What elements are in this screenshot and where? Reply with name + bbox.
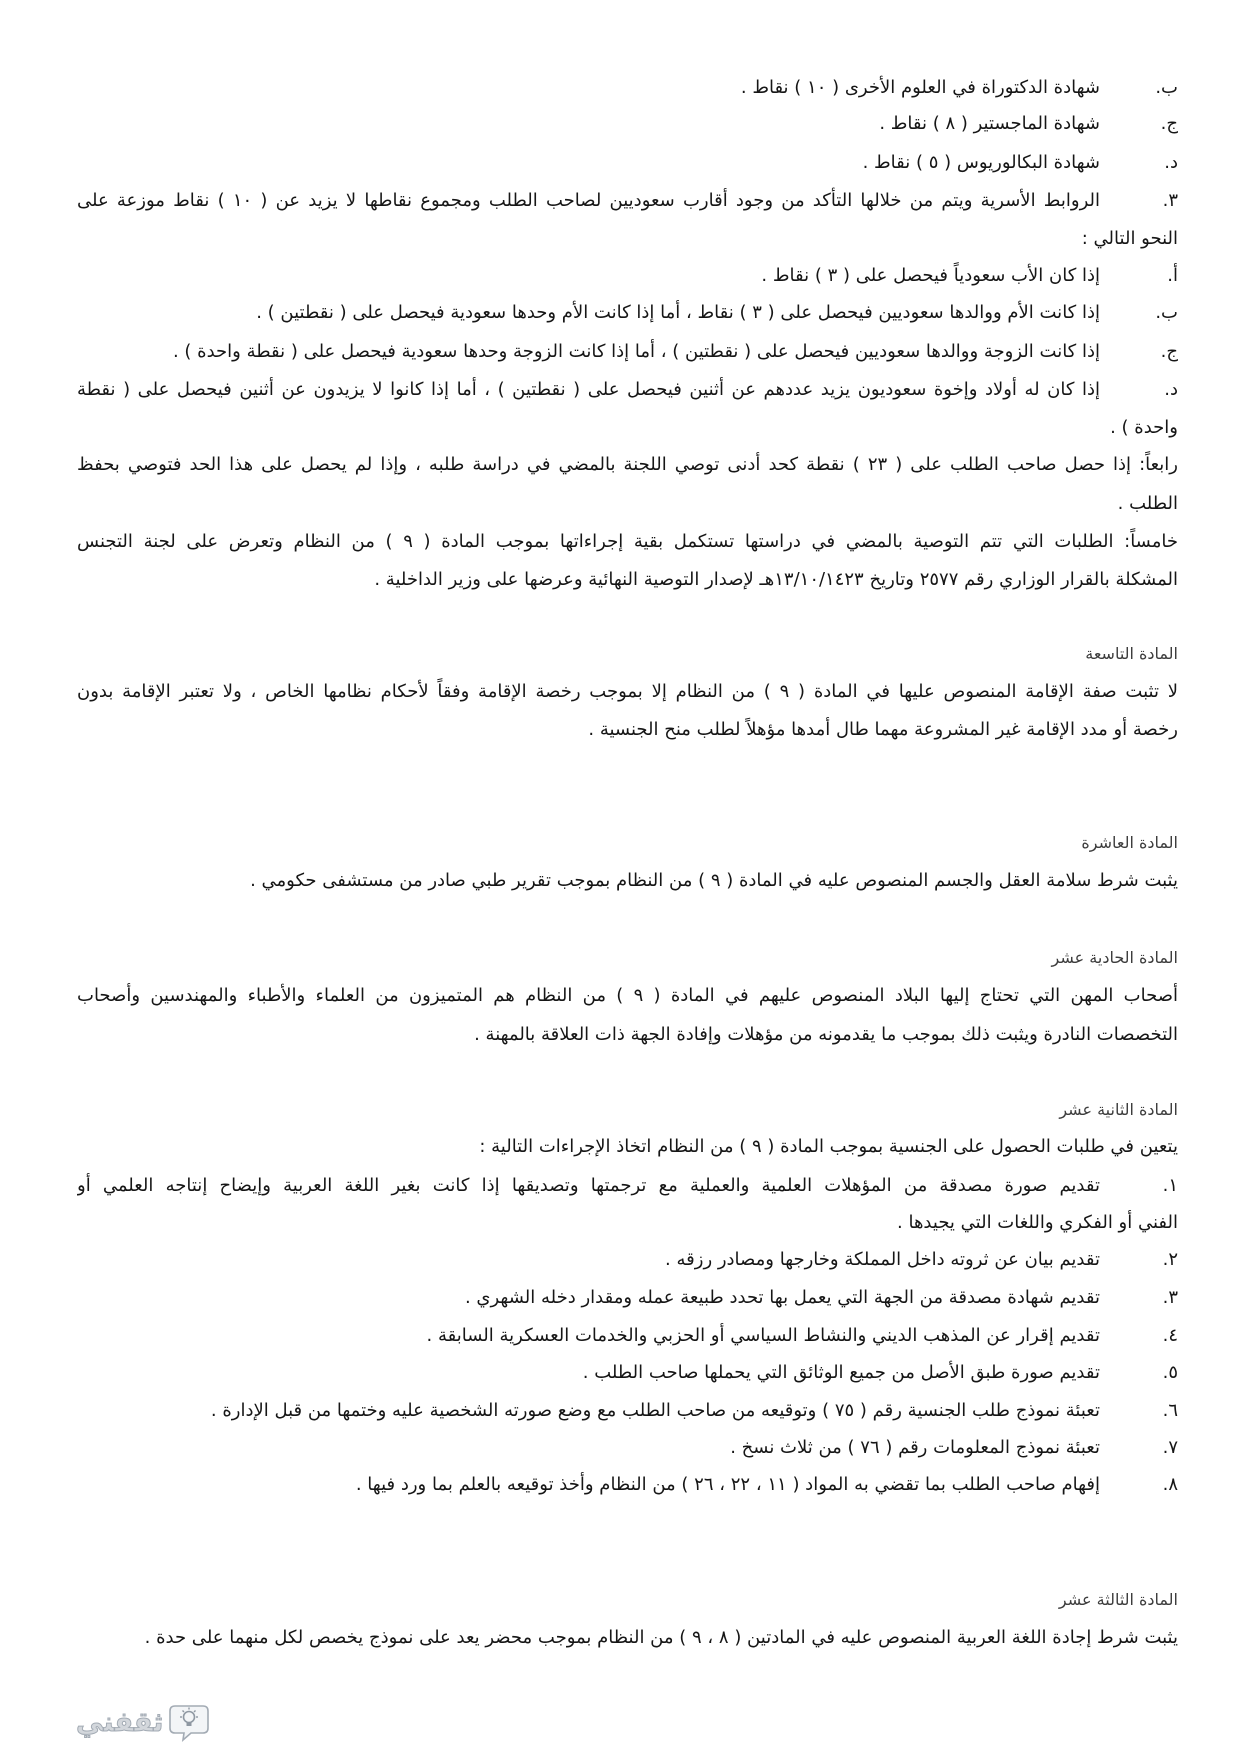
logo-text: ثقفني <box>76 1707 164 1738</box>
family-item-mother <box>77 294 1178 332</box>
paragraph-line: التخصصات النادرة ويثبت ذلك بموجب ما يقدمونه من مؤهلات وإفادة الجهة ذات العلاقة بالمهنة . <box>474 1024 1178 1045</box>
degree-item-masters <box>77 105 1178 143</box>
fifth-clause-continuation <box>77 561 1178 599</box>
lightbulb-icon <box>167 1702 211 1744</box>
procedure-item <box>77 1466 1178 1504</box>
article-heading-text: المادة الثانية عشر <box>1059 1100 1178 1119</box>
list-marker: ٦. <box>1162 1400 1178 1421</box>
list-marker: ٣. <box>1162 190 1178 211</box>
paragraph-line: واحدة ) . <box>1110 417 1178 438</box>
list-marker: ٤. <box>1162 1325 1178 1346</box>
fourth-clause <box>77 446 1178 484</box>
paragraph-line: رابعاً: إذا حصل صاحب الطلب على ( ٢٣ ) نقطة كحد أدنى توصي اللجنة بالمضي في دراسة طلبه ، وإذا لم يحصل على هذا الحد فتوصي بحفظ <box>77 454 1178 475</box>
list-item-text: إفهام صاحب الطلب بما تقضي به المواد ( ١١ ، ٢٢ ، ٢٦ ) من النظام وأخذ توقيعه بالعلم بما ورد فيها . <box>355 1474 1100 1495</box>
article-heading-text: المادة الحادية عشر <box>1051 948 1178 967</box>
procedure-item <box>77 1354 1178 1392</box>
fourth-clause-continuation <box>77 485 1178 523</box>
family-ties-continuation <box>77 220 1178 258</box>
list-marker: د. <box>1164 152 1178 173</box>
article-heading <box>77 1091 1178 1129</box>
article-heading <box>77 1581 1178 1619</box>
list-item-text: شهادة الدكتوراة في العلوم الأخرى ( ١٠ ) نقاط . <box>740 77 1100 98</box>
article-body-line <box>77 1128 1178 1166</box>
degree-item-doctorate <box>77 69 1178 107</box>
article-body-line <box>77 1016 1178 1054</box>
article-body-line <box>77 862 1178 900</box>
list-item-text: تقديم بيان عن ثروته داخل المملكة وخارجها ومصادر رزقه . <box>665 1249 1100 1270</box>
paragraph-line: النحو التالي : <box>1081 228 1178 249</box>
paragraph-line: يثبت شرط إجادة اللغة العربية المنصوص عليه في المادتين ( ٨ ، ٩ ) من النظام بموجب محضر يعد على نموذج يخصص لكل منهما على حدة . <box>144 1627 1178 1648</box>
list-item-text: تقديم شهادة مصدقة من الجهة التي يعمل بها تحدد طبيعة عمله ومقدار دخله الشهري . <box>464 1287 1100 1308</box>
list-item-text: تقديم إقرار عن المذهب الديني والنشاط السياسي أو الحزبي والخدمات العسكرية السابقة . <box>426 1325 1100 1346</box>
list-item-text: تعبئة نموذج المعلومات رقم ( ٧٦ ) من ثلاث نسخ . <box>730 1437 1100 1458</box>
list-item-text: إذا كانت الأم ووالدها سعوديين فيحصل على ( ٣ ) نقاط ، أما إذا كانت الأم وحدها سعودية فيحصل على ( نقطتين ) . <box>256 302 1100 323</box>
article-body-line <box>77 673 1178 711</box>
article-heading-text: المادة العاشرة <box>1081 833 1178 852</box>
paragraph-line: يتعين في طلبات الحصول على الجنسية بموجب المادة ( ٩ ) من النظام اتخاذ الإجراءات التالية : <box>479 1136 1178 1157</box>
list-marker: ج. <box>1160 341 1178 362</box>
paragraph-line: المشكلة بالقرار الوزاري رقم ٢٥٧٧ وتاريخ ١٣/١٠/١٤٢٣هـ لإصدار التوصية النهائية وعرضها على وزير الداخلية . <box>374 569 1178 590</box>
list-marker: ٧. <box>1162 1437 1178 1458</box>
family-ties-item <box>77 182 1178 220</box>
family-item-father <box>77 257 1178 295</box>
paragraph-line: الطلب . <box>1117 493 1178 514</box>
procedure-item <box>77 1279 1178 1317</box>
procedure-item-continuation <box>77 1204 1178 1242</box>
paragraph-line: يثبت شرط سلامة العقل والجسم المنصوص عليه في المادة ( ٩ ) من النظام بموجب تقرير طبي صادر من مستشفى حكومي . <box>250 870 1178 891</box>
article-heading <box>77 939 1178 977</box>
paragraph-line: رخصة أو مدد الإقامة غير المشروعة مهما طال أمدها مؤهلاً لطلب منح الجنسية . <box>588 719 1178 740</box>
degree-item-bachelors <box>77 144 1178 182</box>
procedure-item <box>77 1429 1178 1467</box>
list-item-text: تقديم صورة طبق الأصل من جميع الوثائق التي يحملها صاحب الطلب . <box>582 1362 1100 1383</box>
article-body-line <box>77 711 1178 749</box>
article-body-line <box>77 1619 1178 1657</box>
logo-watermark <box>76 1700 212 1746</box>
list-item-text: إذا كان له أولاد وإخوة سعوديون يزيد عددهم عن أثنين فيحصل على ( نقطتين ) ، أما إذا كانوا لا يزيدون عن أثنين فيحصل على ( نقطة <box>77 379 1100 400</box>
list-item-text: تعبئة نموذج طلب الجنسية رقم ( ٧٥ ) وتوقيعه من صاحب الطلب مع وضع صورته الشخصية عليه وختمها من قبل الإدارة . <box>210 1400 1100 1421</box>
paragraph-line: لا تثبت صفة الإقامة المنصوص عليها في المادة ( ٩ ) من النظام إلا بموجب رخصة الإقامة وفقاً لأحكام نظامها الخاص ، ولا تعتبر الإقامة بدون <box>77 681 1178 702</box>
list-marker: ١. <box>1162 1175 1178 1196</box>
list-marker: ٥. <box>1162 1362 1178 1383</box>
procedure-item <box>77 1317 1178 1355</box>
list-marker: ٢. <box>1162 1249 1178 1270</box>
list-marker: ب. <box>1155 77 1178 98</box>
article-heading <box>77 824 1178 862</box>
list-item-text: شهادة البكالوريوس ( ٥ ) نقاط . <box>862 152 1100 173</box>
list-marker: ب. <box>1155 302 1178 323</box>
article-heading-text: المادة التاسعة <box>1085 644 1178 663</box>
fifth-clause <box>77 523 1178 561</box>
paragraph-line: خامساً: الطلبات التي تتم التوصية بالمضي في دراستها تستكمل بقية إجراءاتها بموجب المادة ( ٩ ) من النظام وتعرض على لجنة التجنس <box>77 531 1178 552</box>
list-marker: أ. <box>1167 265 1178 286</box>
article-body-line <box>77 977 1178 1015</box>
list-item-text: إذا كانت الزوجة ووالدها سعوديين فيحصل على ( نقطتين ) ، أما إذا كانت الزوجة وحدها سعودية فيحصل على ( نقطة واحدة ) . <box>172 341 1100 362</box>
procedure-item <box>77 1167 1178 1205</box>
list-marker: ٨. <box>1162 1474 1178 1495</box>
procedure-item <box>77 1241 1178 1279</box>
list-item-text: إذا كان الأب سعودياً فيحصل على ( ٣ ) نقاط . <box>761 265 1100 286</box>
article-heading <box>77 635 1178 673</box>
list-marker: د. <box>1164 379 1178 400</box>
paragraph-line: أصحاب المهن التي تحتاج إليها البلاد المنصوص عليهم في المادة ( ٩ ) من النظام هم المتميزون من العلماء والأطباء والمهندسين وأصحاب <box>77 985 1178 1006</box>
family-item-children-continuation <box>77 409 1178 447</box>
paragraph-line: الروابط الأسرية ويتم من خلالها التأكد من وجود أقارب سعوديين لصاحب الطلب ومجموع نقاطها لا يزيد عن ( ١٠ ) نقاط موزعة على <box>77 190 1100 211</box>
family-item-wife <box>77 333 1178 371</box>
list-item-text: شهادة الماجستير ( ٨ ) نقاط . <box>879 113 1100 134</box>
list-marker: ج. <box>1160 113 1178 134</box>
family-item-children <box>77 371 1178 409</box>
procedure-item <box>77 1392 1178 1430</box>
article-heading-text: المادة الثالثة عشر <box>1058 1590 1178 1609</box>
list-item-text: تقديم صورة مصدقة من المؤهلات العلمية والعملية مع ترجمتها وتصديقها إذا كانت بغير اللغة العربية وإيضاح إنتاجه العلمي أو <box>77 1175 1100 1196</box>
paragraph-line: الفني أو الفكري واللغات التي يجيدها . <box>897 1212 1178 1233</box>
list-marker: ٣. <box>1162 1287 1178 1308</box>
